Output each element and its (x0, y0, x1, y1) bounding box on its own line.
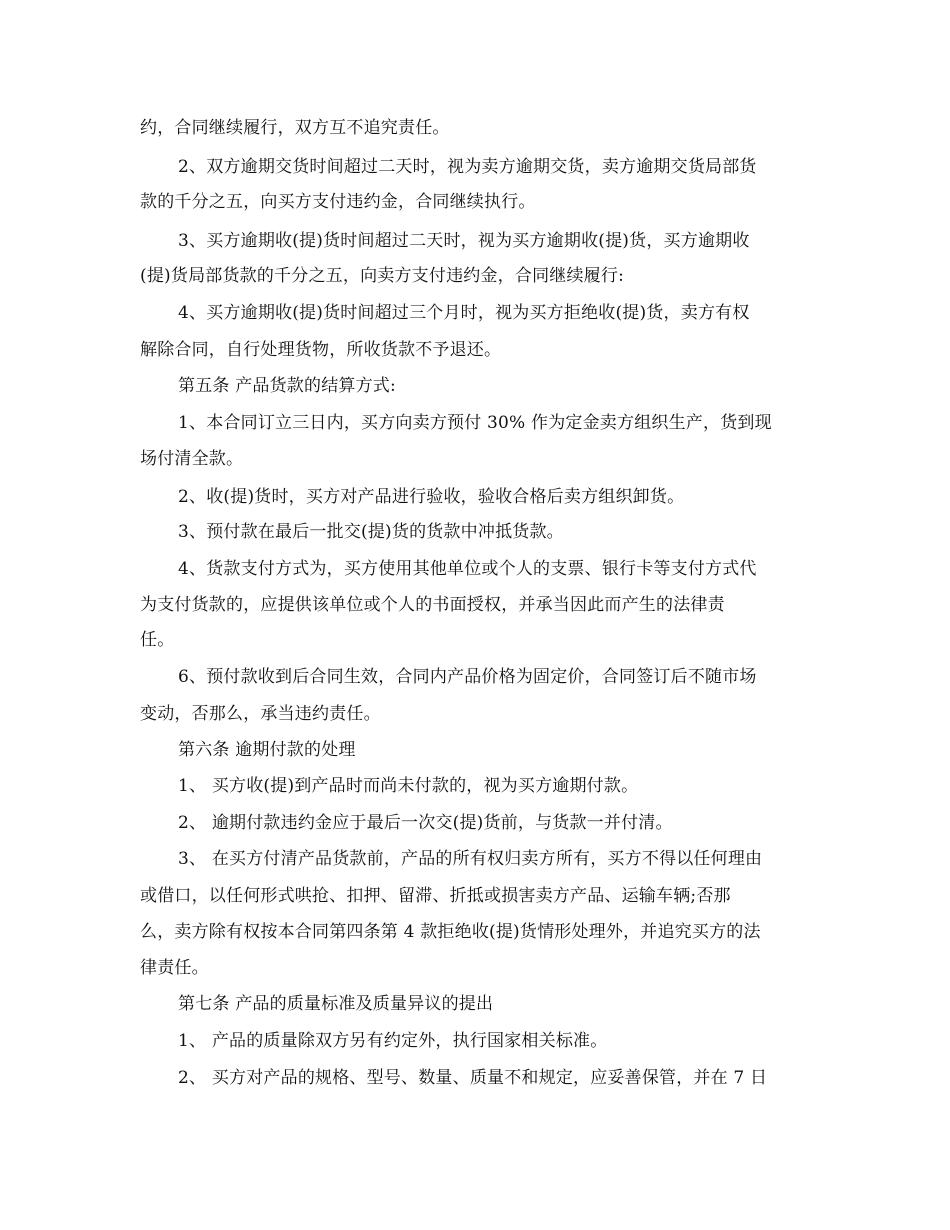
section-heading: 第七条 产品的质量标准及质量异议的提出 (178, 994, 494, 1014)
text-line: 为支付货款的，应提供该单位或个人的书面授权，并承当因此而产生的法律责 (140, 595, 725, 615)
text-line: 3、 在买方付清产品货款前，产品的所有权归卖方所有，买方不得以任何理由 (178, 849, 763, 869)
text-line: 6、预付款收到后合同生效，合同内产品价格为固定价，合同签订后不随市场 (178, 667, 757, 687)
text-line: 解除合同，自行处理货物，所收货款不予退还。 (140, 340, 502, 360)
text-line: 4、买方逾期收(提)货时间超过三个月时，视为买方拒绝收(提)货，卖方有权 (178, 303, 750, 323)
text-line: 1、 买方收(提)到产品时而尚未付款的，视为买方逾期付款。 (178, 776, 639, 796)
text-line: 款的千分之五，向买方支付违约金，合同继续执行。 (140, 192, 536, 212)
section-heading: 第五条 产品货款的结算方式: (178, 376, 396, 396)
text-line: 1、本合同订立三日内，买方向卖方预付 30% 作为定金卖方组织生产，货到现 (178, 413, 772, 433)
section-heading: 第六条 逾期付款的处理 (178, 740, 356, 760)
text-line: 场付清全款。 (140, 449, 244, 469)
text-line: 或借口，以任何形式哄抢、扣押、留滞、折抵或损害卖方产品、运输车辆;否那 (140, 886, 731, 906)
text-line: 2、 买方对产品的规格、型号、数量、质量不和规定，应妥善保管，并在 7 日 (178, 1068, 768, 1088)
text-line: 律责任。 (140, 958, 209, 978)
text-line: 3、买方逾期收(提)货时间超过二天时，视为买方逾期收(提)货，买方逾期收 (178, 231, 750, 251)
text-line: 变动，否那么，承当违约责任。 (140, 704, 381, 724)
text-line: 么，卖方除有权按本合同第四条第 4 款拒绝收(提)货情形处理外，并追究买方的法 (140, 922, 761, 942)
text-line: 2、双方逾期交货时间超过二天时，视为卖方逾期交货，卖方逾期交货局部货 (178, 157, 757, 177)
text-line: 1、 产品的质量除双方另有约定外，执行国家相关标准。 (178, 1031, 608, 1051)
text-line: 任。 (140, 630, 175, 650)
text-line: (提)货局部货款的千分之五，向卖方支付违约金，合同继续履行: (140, 266, 624, 286)
text-line: 约，合同继续履行，双方互不追究责任。 (140, 118, 450, 138)
text-line: 4、货款支付方式为，买方使用其他单位或个人的支票、银行卡等支付方式代 (178, 559, 757, 579)
text-line: 3、预付款在最后一批交(提)货的货款中冲抵货款。 (178, 522, 564, 542)
text-line: 2、收(提)货时，买方对产品进行验收，验收合格后卖方组织卸货。 (178, 487, 685, 507)
text-line: 2、 逾期付款违约金应于最后一次交(提)货前，与货款一并付清。 (178, 813, 673, 833)
